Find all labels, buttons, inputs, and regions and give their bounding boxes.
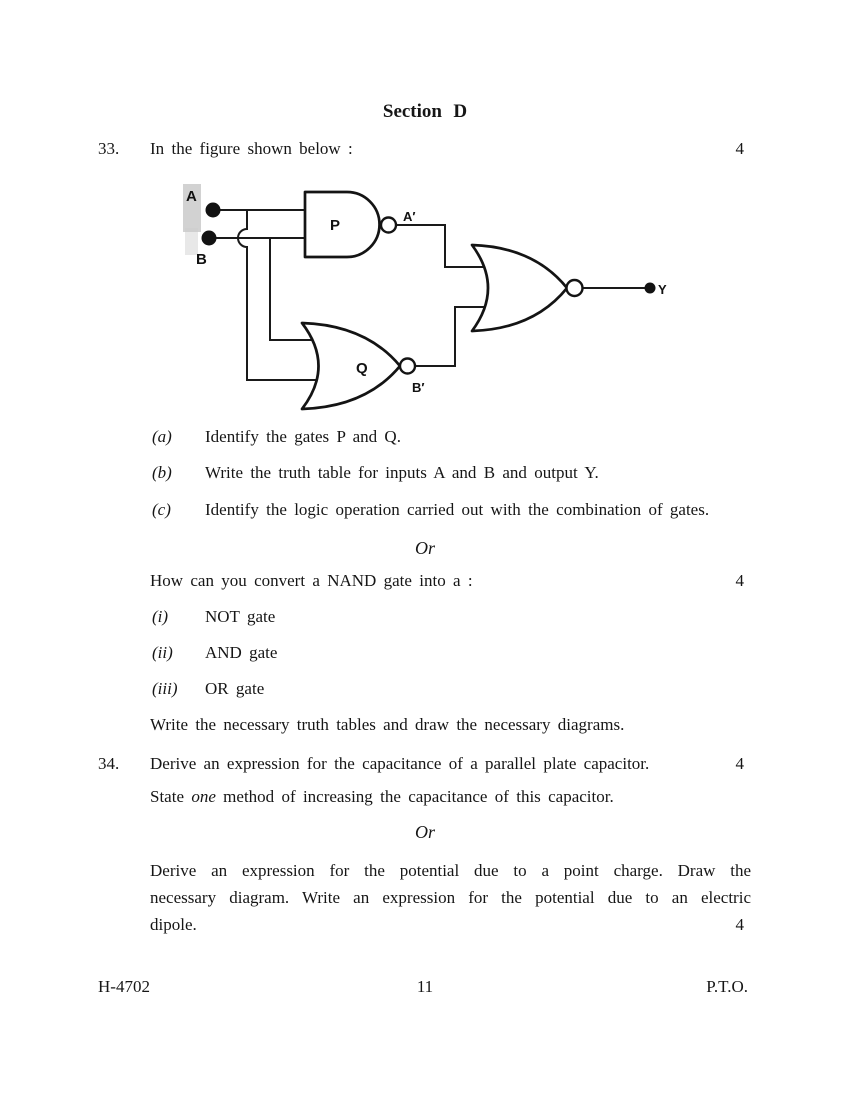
nand-p-bubble-icon bbox=[381, 218, 396, 233]
label-input-b: B bbox=[196, 251, 207, 268]
output-y-terminal-icon bbox=[645, 283, 656, 294]
nor-gate-output bbox=[472, 245, 567, 331]
q33-number: 33. bbox=[98, 139, 120, 158]
logic-circuit-figure bbox=[180, 182, 680, 415]
section-title: Section D bbox=[382, 101, 468, 122]
label-gate-q: Q bbox=[356, 360, 368, 377]
footer-pto: P.T.O. bbox=[706, 977, 748, 996]
q33-alt-item-i-text: NOT gate bbox=[205, 607, 276, 626]
q34-alt-marks: 4 bbox=[735, 915, 744, 934]
q34-state-italic: one bbox=[191, 787, 216, 806]
q34-text: Derive an expression for the capacitance of a parallel plate capacitor. bbox=[150, 754, 650, 773]
label-b-prime: B′ bbox=[412, 380, 425, 395]
q33-part-c-text: Identify the logic operation carried out with the combination of gates. bbox=[205, 500, 710, 519]
q33-alt-item-iii-label: (iii) bbox=[152, 679, 178, 698]
label-input-a: A bbox=[186, 188, 197, 205]
q33-alt-intro: How can you convert a NAND gate into a : bbox=[150, 571, 473, 590]
input-b-terminal-icon bbox=[202, 231, 217, 246]
label-a-prime: A′ bbox=[403, 209, 416, 224]
q34-state-suffix: method of increasing the capacitance of this capacitor. bbox=[223, 787, 614, 806]
nand-gate-p bbox=[305, 192, 380, 257]
q33-part-a-label: (a) bbox=[152, 427, 172, 446]
q33-part-b-label: (b) bbox=[152, 463, 172, 482]
label-gate-p: P bbox=[330, 217, 341, 234]
nor-output-bubble-icon bbox=[567, 280, 583, 296]
q33-part-a-text: Identify the gates P and Q. bbox=[205, 427, 401, 446]
q34-number: 34. bbox=[98, 754, 120, 773]
q34-or-separator: Or bbox=[414, 822, 435, 842]
footer-page-number: 11 bbox=[416, 977, 434, 996]
q33-alt-item-i-label: (i) bbox=[152, 607, 169, 626]
q34-alt-line-3: dipole. bbox=[150, 915, 197, 934]
footer-paper-code: H-4702 bbox=[98, 977, 150, 996]
q33-alt-marks: 4 bbox=[735, 571, 744, 590]
q34-alt-line-2: necessary diagram. Write an expression for the potential due to an electric bbox=[150, 888, 751, 907]
q33-text: In the figure shown below : bbox=[150, 139, 353, 158]
q33-alt-item-iii-text: OR gate bbox=[205, 679, 265, 698]
wire-b-prime bbox=[414, 307, 491, 366]
label-output-y: Y bbox=[658, 282, 667, 297]
q33-alt-outro: Write the necessary truth tables and draw the necessary diagrams. bbox=[150, 715, 625, 734]
q33-part-b-text: Write the truth table for inputs A and B and output Y. bbox=[205, 463, 599, 482]
q33-part-c-label: (c) bbox=[152, 500, 171, 519]
q34-alt-line-1: Derive an expression for the potential due to a point charge. Draw the bbox=[150, 861, 751, 880]
q33-or-separator: Or bbox=[414, 538, 435, 558]
q33-marks: 4 bbox=[735, 139, 744, 158]
q33-alt-item-ii-label: (ii) bbox=[152, 643, 173, 662]
q34-state-line bbox=[150, 787, 614, 807]
q33-alt-item-ii-text: AND gate bbox=[205, 643, 278, 662]
q34-marks: 4 bbox=[735, 754, 744, 773]
nor-gate-q bbox=[302, 323, 400, 409]
nor-q-bubble-icon bbox=[400, 359, 415, 374]
q34-state-prefix: State bbox=[150, 787, 184, 806]
input-a-terminal-icon bbox=[206, 203, 221, 218]
